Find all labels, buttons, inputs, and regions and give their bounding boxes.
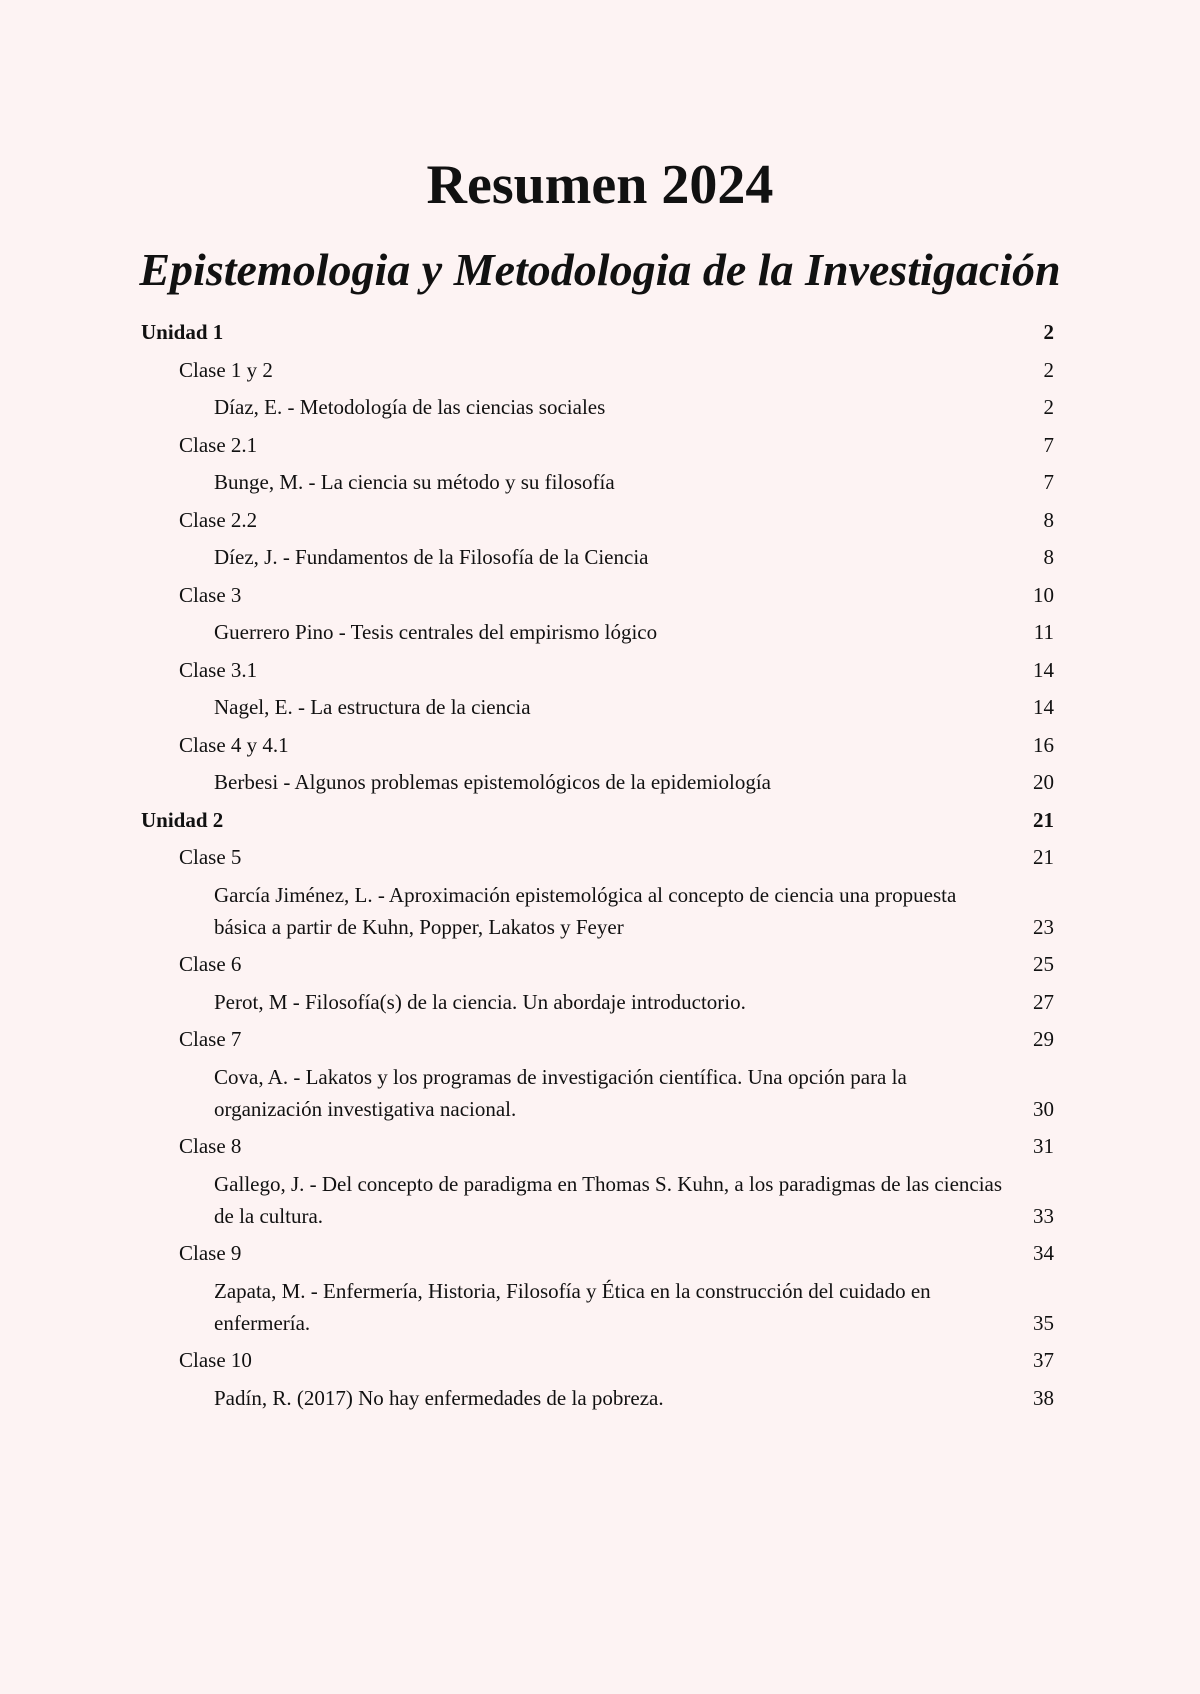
toc-entry-page-number: 30	[1033, 1096, 1054, 1121]
toc-reading-entry[interactable]	[141, 1061, 1055, 1125]
toc-class-entry[interactable]	[141, 729, 1055, 761]
toc-class-entry[interactable]	[141, 579, 1055, 611]
toc-entry-page-number: 20	[1033, 770, 1054, 794]
toc-entry-page-number: 2	[1043, 357, 1054, 382]
toc-reading-entry[interactable]	[141, 541, 1055, 573]
toc-reading-entry[interactable]	[141, 616, 1055, 648]
toc-reading-entry[interactable]	[141, 879, 1055, 943]
toc-entry-title: Díaz, E. - Metodología de las ciencias sociales	[214, 395, 606, 419]
toc-entry-page-number: 29	[1033, 1027, 1054, 1051]
toc-reading-entry[interactable]	[141, 1275, 1055, 1339]
toc-entry-page-number: 7	[1043, 470, 1054, 494]
toc-class-entry[interactable]	[141, 948, 1055, 980]
toc-reading-entry[interactable]	[141, 691, 1055, 723]
toc-entry-title: Nagel, E. - La estructura de la ciencia	[214, 695, 531, 719]
toc-entry-page-number: 35	[1033, 1310, 1054, 1335]
toc-entry-page-number: 25	[1033, 952, 1054, 976]
toc-entry-title: Clase 6	[179, 952, 242, 976]
toc-entry-title: Clase 3	[179, 582, 242, 607]
toc-entry-page-number: 14	[1033, 695, 1054, 719]
toc-reading-entry[interactable]	[141, 466, 1055, 498]
toc-entry-title: Clase 4 y 4.1	[179, 732, 289, 757]
toc-entry-title: Clase 10	[179, 1348, 252, 1372]
toc-entry-page-number: 27	[1033, 989, 1054, 1014]
toc-entry-page-number: 34	[1033, 1241, 1054, 1265]
toc-entry-title: Cova, A. - Lakatos y los programas de investigación científica. Una opción para la organización investigativa nacional.	[214, 1064, 907, 1121]
toc-class-entry[interactable]	[141, 504, 1055, 536]
document-title: Resumen 2024	[426, 154, 774, 216]
toc-entry-page-number: 8	[1043, 507, 1054, 532]
toc-entry-page-number: 37	[1033, 1348, 1054, 1372]
toc-reading-entry[interactable]	[141, 766, 1055, 798]
toc-unit-entry[interactable]	[141, 804, 1055, 836]
toc-entry-page-number: 33	[1033, 1203, 1054, 1228]
toc-entry-title: Unidad 1	[141, 320, 224, 344]
toc-entry-page-number: 21	[1033, 807, 1054, 832]
toc-entry-title: Clase 3.1	[179, 657, 258, 682]
toc-entry-title: Padín, R. (2017) No hay enfermedades de la pobreza.	[214, 1385, 664, 1410]
toc-entry-page-number: 14	[1033, 657, 1054, 682]
toc-entry-page-number: 7	[1043, 432, 1054, 457]
toc-entry-page-number: 21	[1033, 845, 1054, 869]
toc-entry-page-number: 16	[1033, 732, 1054, 757]
toc-class-entry[interactable]	[141, 1237, 1055, 1269]
table-of-contents	[141, 316, 1055, 1419]
toc-entry-title: Clase 1 y 2	[179, 357, 273, 382]
toc-unit-entry[interactable]	[141, 316, 1055, 348]
toc-entry-page-number: 2	[1043, 395, 1054, 419]
toc-entry-page-number: 38	[1033, 1385, 1054, 1410]
toc-entry-title: Clase 8	[179, 1134, 242, 1158]
toc-class-entry[interactable]	[141, 841, 1055, 873]
toc-entry-page-number: 8	[1043, 545, 1054, 569]
toc-class-entry[interactable]	[141, 429, 1055, 461]
toc-entry-page-number: 23	[1033, 914, 1054, 939]
toc-class-entry[interactable]	[141, 1130, 1055, 1162]
toc-entry-title: Guerrero Pino - Tesis centrales del empirismo lógico	[214, 620, 658, 644]
toc-reading-entry[interactable]	[141, 986, 1055, 1018]
toc-entry-page-number: 31	[1033, 1134, 1054, 1158]
toc-class-entry[interactable]	[141, 354, 1055, 386]
toc-entry-page-number: 10	[1033, 582, 1054, 607]
toc-entry-title: Bunge, M. - La ciencia su método y su filosofía	[214, 470, 615, 494]
toc-class-entry[interactable]	[141, 1023, 1055, 1055]
toc-reading-entry[interactable]	[141, 1382, 1055, 1414]
toc-entry-title: García Jiménez, L. - Aproximación epistemológica al concepto de ciencia una propuesta básica a partir de Kuhn, Popper, Lakatos y Feyer	[214, 882, 957, 939]
toc-entry-title: Perot, M - Filosofía(s) de la ciencia. Un abordaje introductorio.	[214, 989, 746, 1014]
toc-entry-page-number: 2	[1043, 320, 1054, 344]
toc-entry-title: Unidad 2	[141, 807, 224, 832]
toc-entry-title: Clase 2.1	[179, 432, 258, 457]
toc-entry-title: Clase 9	[179, 1241, 242, 1265]
toc-entry-title: Clase 7	[179, 1027, 242, 1051]
toc-entry-title: Zapata, M. - Enfermería, Historia, Filosofía y Ética en la construcción del cuidado en enfermería.	[214, 1278, 931, 1335]
toc-entry-title: Clase 5	[179, 845, 242, 869]
toc-class-entry[interactable]	[141, 1344, 1055, 1376]
toc-class-entry[interactable]	[141, 654, 1055, 686]
toc-reading-entry[interactable]	[141, 1168, 1055, 1232]
toc-entry-title: Gallego, J. - Del concepto de paradigma en Thomas S. Kuhn, a los paradigmas de las ciencias de la cultura.	[214, 1171, 1003, 1228]
toc-entry-title: Díez, J. - Fundamentos de la Filosofía de la Ciencia	[214, 545, 649, 569]
toc-entry-title: Berbesi - Algunos problemas epistemológicos de la epidemiología	[214, 770, 771, 794]
document-subtitle: Epistemologia y Metodologia de la Investigación	[139, 244, 1061, 295]
toc-entry-page-number: 11	[1033, 620, 1054, 644]
toc-entry-title: Clase 2.2	[179, 507, 258, 532]
toc-reading-entry[interactable]	[141, 391, 1055, 423]
